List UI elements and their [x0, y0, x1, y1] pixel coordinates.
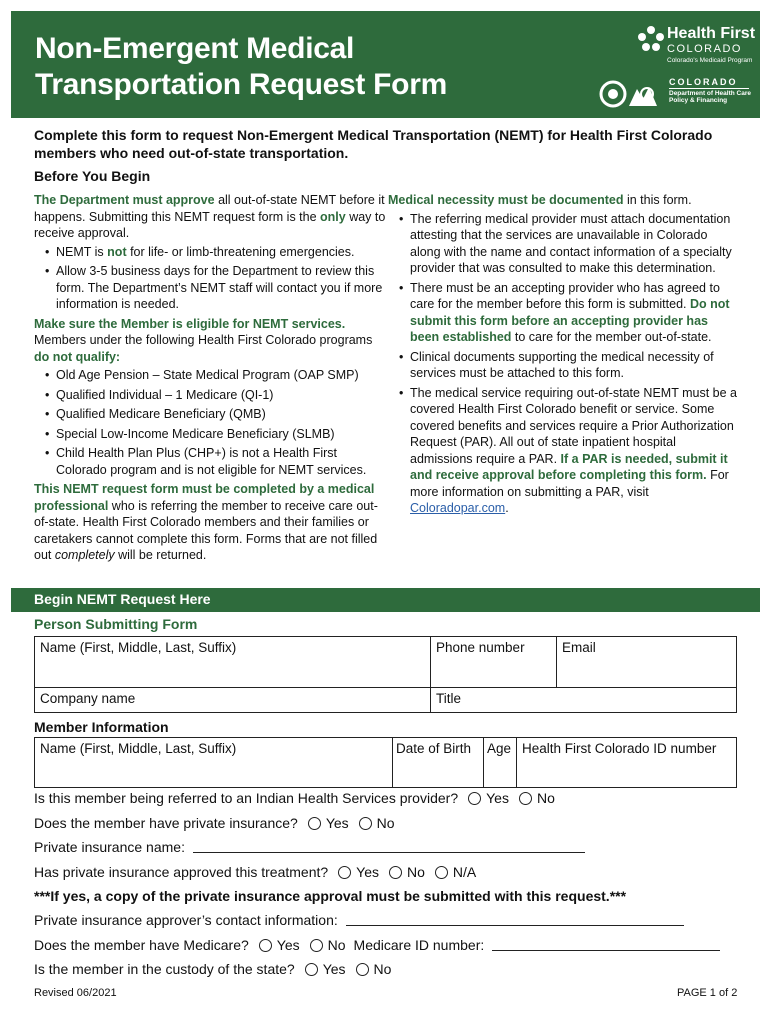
- submitter-name-field[interactable]: Name (First, Middle, Last, Suffix): [35, 637, 431, 688]
- medicare-no-radio[interactable]: No: [310, 937, 346, 953]
- list-item: • Allow 3-5 business days for the Department to review this form. The Department’s NEMT staff will contact you if more information is needed.: [34, 263, 386, 313]
- intro-text: Complete this form to request Non-Emergent Medical Transportation (NEMT) for Health First Colorado members who need out-of-state transportation.: [34, 127, 713, 161]
- list-item: • The referring medical provider must attach documentation attesting that the services are unavailable in Colorado along with the name and contact information of a specialty provider that was consulted to make this determination.: [388, 211, 738, 277]
- date-of-birth-field[interactable]: Date of Birth: [393, 738, 484, 788]
- list-item: • Clinical documents supporting the medical necessity of services must be attached to this form.: [388, 349, 738, 382]
- page-title: Non-Emergent Medical Transportation Request Form: [35, 32, 447, 101]
- ineligible-programs-list: [34, 367, 386, 478]
- approval-na-radio[interactable]: N/A: [435, 864, 476, 880]
- member-id-field[interactable]: Health First Colorado ID number: [517, 738, 737, 788]
- eligibility-paragraph: Make sure the Member is eligible for NEMT services. Members under the following Health First Colorado programs do not qualify:: [34, 316, 373, 364]
- coloradopar-link[interactable]: Coloradopar.com: [410, 501, 506, 515]
- state-custody-question: Is the member in the custody of the state? Yes No: [34, 961, 392, 977]
- approval-paragraph: The Department must approve all out-of-state NEMT before it happens. Submitting this NEMT request form is the only way to receive approval.: [34, 193, 386, 240]
- revision-date: Revised 06/2021: [34, 987, 117, 999]
- private-insurance-yes-radio[interactable]: Yes: [308, 815, 349, 831]
- requirements-list: [388, 211, 738, 517]
- completion-paragraph: This NEMT request form must be completed by a medical professional who is referring the member to receive care out-of-state. Health First Colorado members and their families or caretakers cannot complete this form. Forms that are not filled out completely will be returned.: [34, 482, 378, 562]
- medicare-question: Does the member have Medicare? Yes No Medicare ID number:: [34, 937, 720, 953]
- medical-necessity-paragraph: Medical necessity must be documented in this form.: [388, 193, 692, 207]
- instructions-left-column: [34, 192, 386, 566]
- private-insurance-question: Does the member have private insurance? Yes No: [34, 815, 395, 831]
- colorado-seal-icon: [599, 79, 663, 109]
- health-first-colorado-logo: Health First COLORADO Colorado's Medicaid Program: [629, 23, 759, 75]
- health-first-mark-icon: [637, 25, 665, 53]
- custody-no-radio[interactable]: No: [356, 961, 392, 977]
- custody-yes-radio[interactable]: Yes: [305, 961, 346, 977]
- header-banner: [11, 11, 760, 118]
- company-name-field[interactable]: Company name: [35, 688, 431, 713]
- medicare-yes-radio[interactable]: Yes: [259, 937, 300, 953]
- private-insurance-name-input[interactable]: [193, 841, 585, 853]
- member-name-field[interactable]: Name (First, Middle, Last, Suffix): [35, 738, 393, 788]
- approval-yes-radio[interactable]: Yes: [338, 864, 379, 880]
- ihs-referral-question: Is this member being referred to an Indian Health Services provider? Yes No: [34, 790, 555, 806]
- list-item: • Old Age Pension – State Medical Program (OAP SMP): [34, 367, 386, 384]
- submitter-phone-field[interactable]: Phone number: [431, 637, 557, 688]
- list-item: • Special Low-Income Medicare Beneficiary (SLMB): [34, 426, 386, 443]
- submitter-title-field[interactable]: Title: [431, 688, 737, 713]
- list-item: • NEMT is not for life- or limb-threatening emergencies.: [34, 244, 386, 261]
- page-number: PAGE 1 of 2: [677, 987, 738, 999]
- member-information-heading: Member Information: [34, 719, 169, 735]
- approver-contact-input[interactable]: [346, 914, 684, 926]
- approval-copy-note: ***If yes, a copy of the private insurance approval must be submitted with this request.***: [34, 888, 627, 904]
- list-item: • Child Health Plan Plus (CHP+) is not a Health First Colorado program and is not eligible for NEMT services.: [34, 445, 386, 478]
- approval-no-radio[interactable]: No: [389, 864, 425, 880]
- list-item: • Qualified Medicare Beneficiary (QMB): [34, 406, 386, 423]
- approver-contact-row: Private insurance approver’s contact information:: [34, 912, 684, 928]
- private-insurance-no-radio[interactable]: No: [359, 815, 395, 831]
- person-submitting-table: [34, 636, 737, 713]
- list-item: • There must be an accepting provider who has agreed to care for the member before this form is submitted. Do not submit this form before an accepting provider has been established to care for the member out-of-state.: [388, 280, 738, 346]
- private-insurance-name-row: Private insurance name:: [34, 839, 585, 855]
- list-item: • Qualified Individual – 1 Medicare (QI-1): [34, 387, 386, 404]
- person-submitting-heading: Person Submitting Form: [34, 616, 198, 632]
- ihs-no-radio[interactable]: No: [519, 790, 555, 806]
- begin-request-band: Begin NEMT Request Here: [11, 588, 760, 612]
- submitter-email-field[interactable]: Email: [557, 637, 737, 688]
- list-item: • The medical service requiring out-of-state NEMT must be a covered Health First Colorado benefit or service. Some covered benefits and services require a Prior Authorization Request (PAR). All out of state inpatient hospital admissions require a PAR. If a PAR is needed, submit it and receive approval before completing this form. For more information on submitting a PAR, visit Coloradopar.com.: [388, 385, 738, 517]
- member-information-table: [34, 737, 737, 788]
- hcpf-logo: COLORADO Department of Health Care Policy & Financing: [599, 77, 759, 113]
- insurance-approval-question: Has private insurance approved this treatment? Yes No N/A: [34, 864, 477, 880]
- before-you-begin-heading: Before You Begin: [34, 168, 151, 184]
- ihs-yes-radio[interactable]: Yes: [468, 790, 509, 806]
- medicare-id-input[interactable]: [492, 939, 720, 951]
- age-field[interactable]: Age: [484, 738, 517, 788]
- instructions-right-column: [388, 192, 738, 520]
- approval-list: [34, 244, 386, 313]
